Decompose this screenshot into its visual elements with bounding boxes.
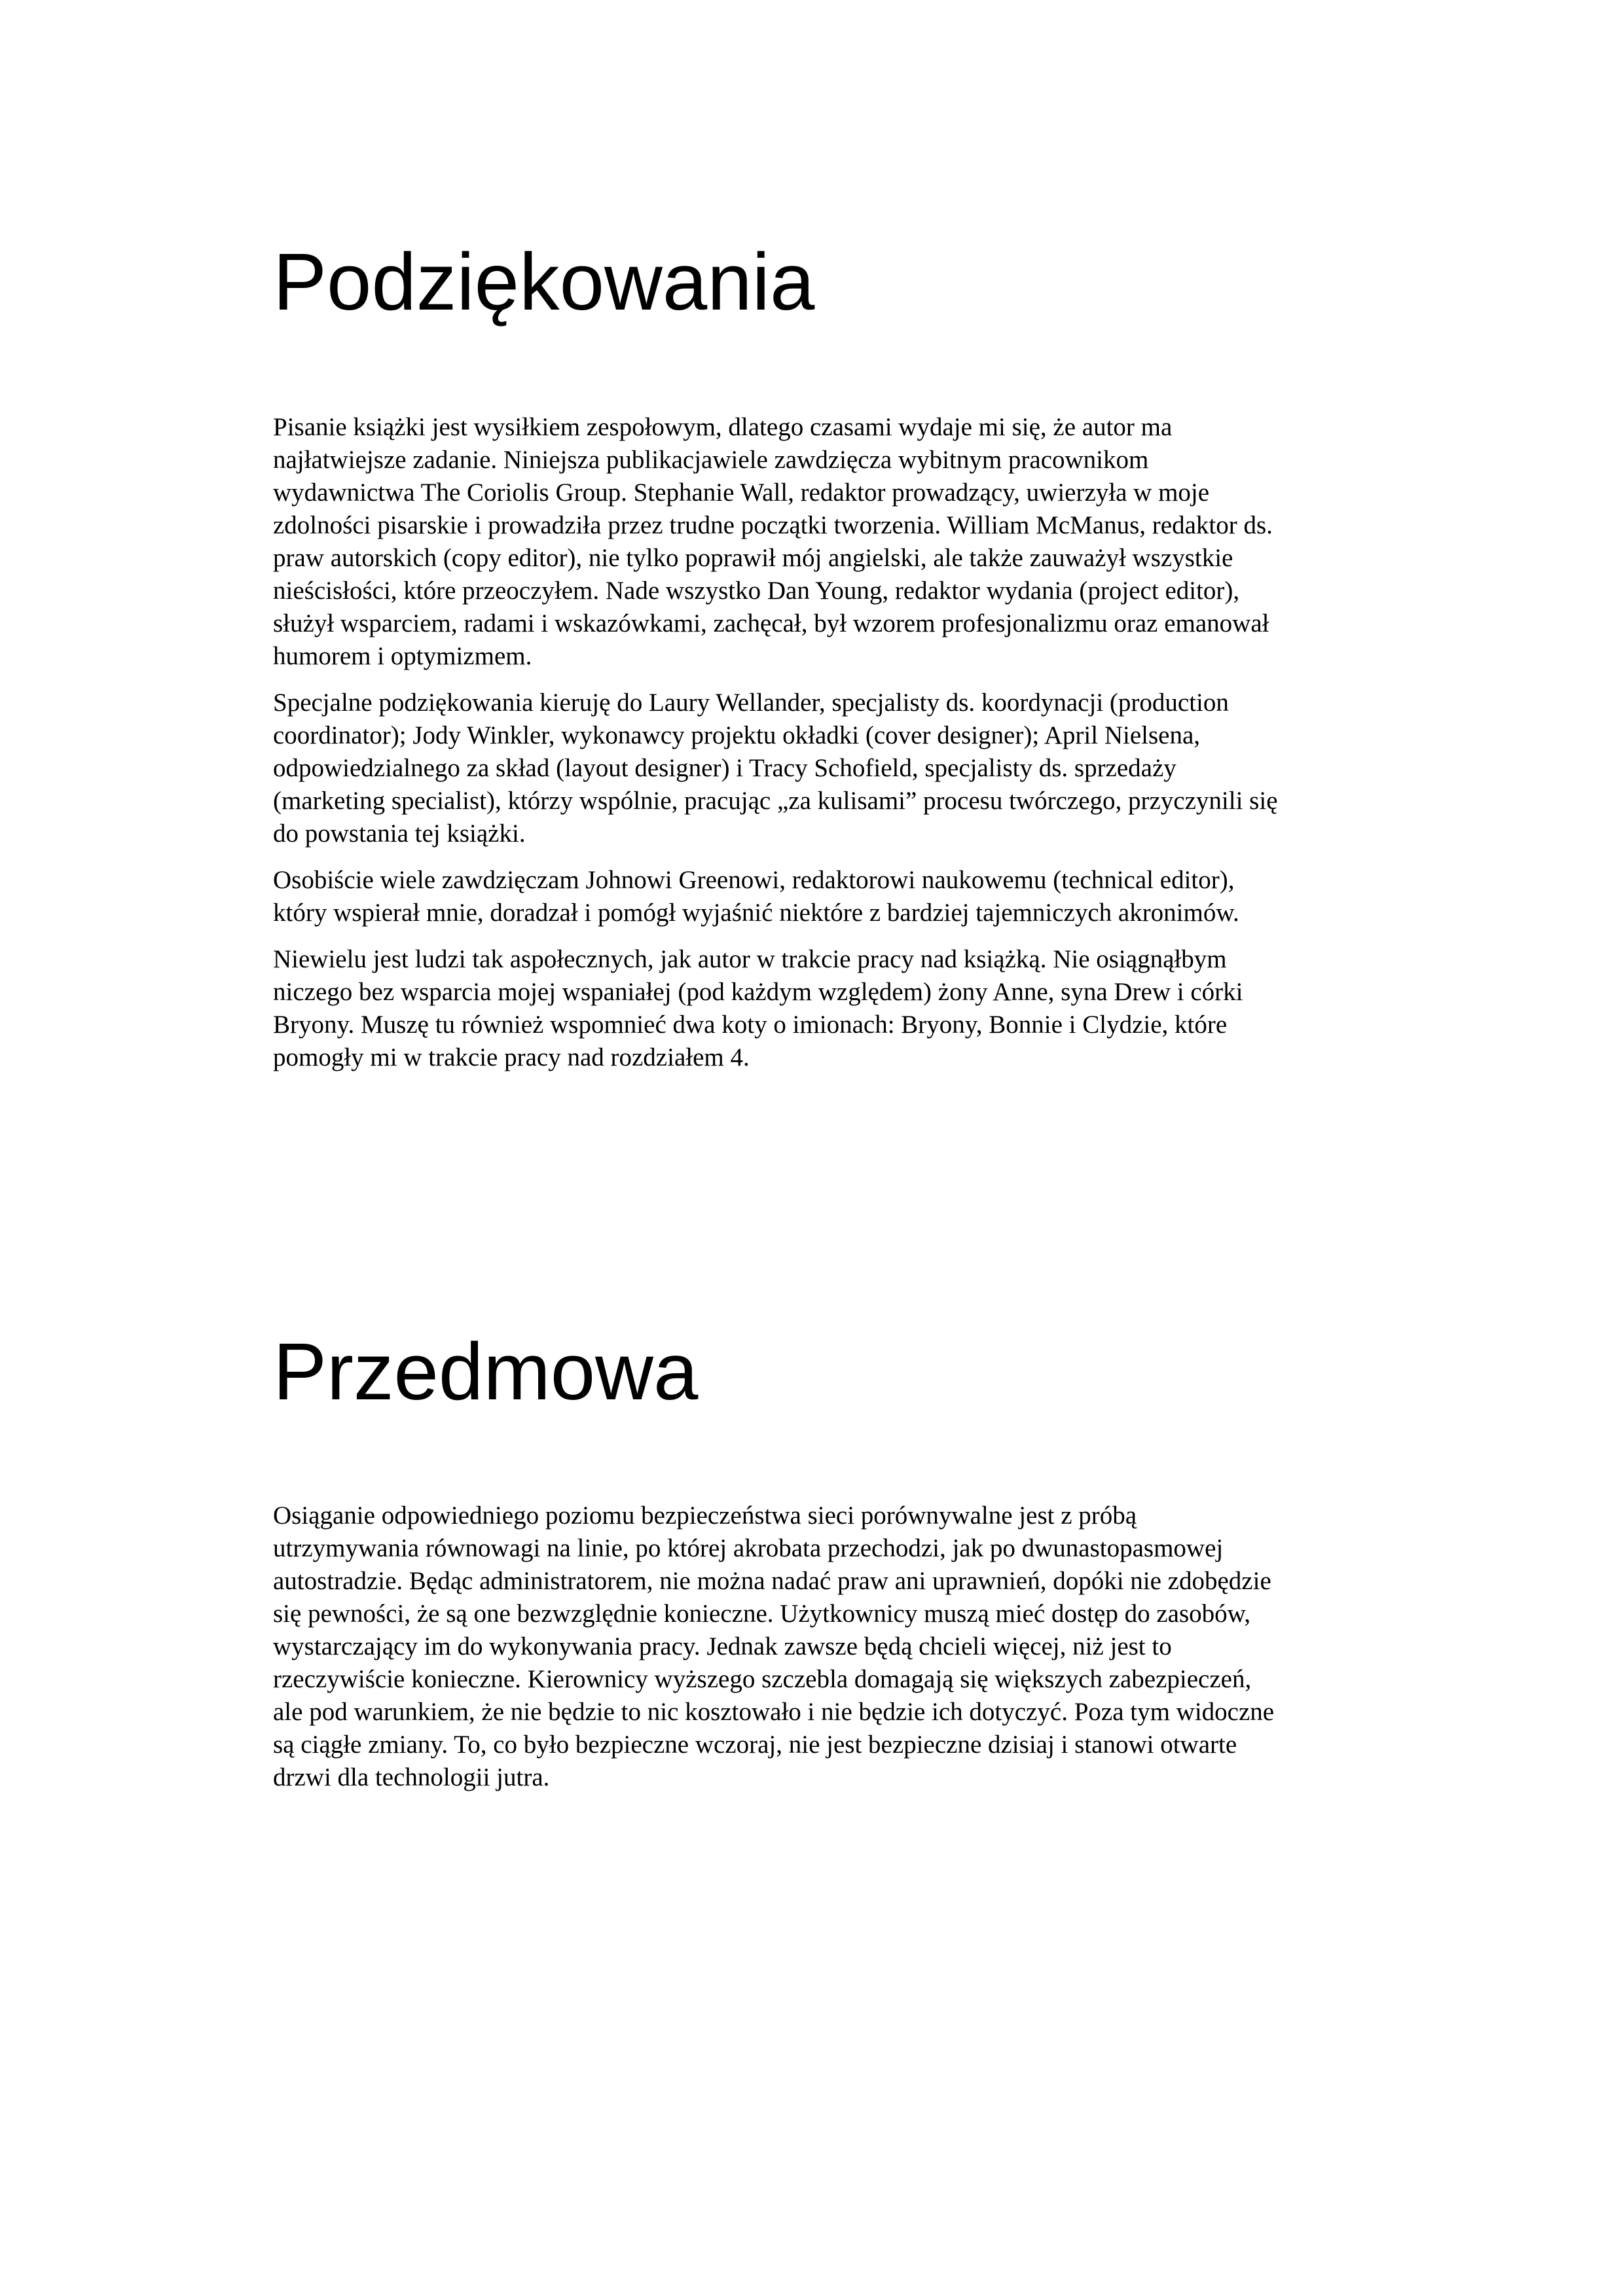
text-line: praw autorskich (copy editor), nie tylko poprawił mój angielski, ale także zauważył wszystkie — [273, 544, 1233, 572]
text-line: się pewności, że są one bezwzględnie konieczne. Użytkownicy muszą mieć dostęp do zasobów, — [273, 1600, 1251, 1628]
text-line: Pisanie książki jest wysiłkiem zespołowym, dlatego czasami wydaje mi się, że autor ma — [273, 413, 1173, 441]
acknowledgements-paragraph-2 — [273, 687, 1373, 850]
text-line: drzwi dla technologii jutra. — [273, 1763, 550, 1791]
text-line: ale pod warunkiem, że nie będzie to nic kosztowało i nie będzie ich dotyczyć. Poza tym widoczne — [273, 1698, 1275, 1726]
text-line: (marketing specialist), którzy wspólnie, pracując „za kulisami” procesu twórczego, przyczynili się — [273, 787, 1278, 815]
text-line: są ciągłe zmiany. To, co było bezpieczne wczoraj, nie jest bezpieczne dzisiaj i stanowi otwarte — [273, 1731, 1237, 1759]
acknowledgements-section — [273, 238, 1373, 1088]
text-line: Osiąganie odpowiedniego poziomu bezpieczeństwa sieci porównywalne jest z próbą — [273, 1501, 1137, 1530]
acknowledgements-title: Podziękowania — [273, 238, 815, 327]
text-line: coordinator); Jody Winkler, wykonawcy projektu okładki (cover designer); April Nielsena, — [273, 721, 1201, 749]
preface-title: Przedmowa — [273, 1327, 699, 1417]
text-line: Osobiście wiele zawdzięczam Johnowi Greenowi, redaktorowi naukowemu (technical editor), — [273, 866, 1235, 894]
text-line: wydawnictwa The Coriolis Group. Stephanie Wall, redaktor prowadzący, uwierzyła w moje — [273, 478, 1210, 507]
acknowledgements-paragraph-3 — [273, 864, 1373, 929]
preface-body — [273, 1499, 1373, 1794]
preface-paragraph-1 — [273, 1499, 1373, 1794]
text-line: nieścisłości, które przeoczyłem. Nade wszystko Dan Young, redaktor wydania (project editor), — [273, 577, 1240, 605]
text-line: pomogły mi w trakcie pracy nad rozdziałem 4. — [273, 1043, 750, 1071]
acknowledgements-paragraph-4 — [273, 943, 1373, 1074]
text-line: rzeczywiście konieczne. Kierownicy wyższego szczebla domagają się większych zabezpieczeń, — [273, 1665, 1252, 1693]
text-line: do powstania tej książki. — [273, 819, 526, 848]
text-line: najłatwiejsze zadanie. Niniejsza publikacjawiele zawdzięcza wybitnym pracownikom — [273, 446, 1149, 474]
text-line: służył wsparciem, radami i wskazówkami, zachęcał, był wzorem profesjonalizmu oraz emanował — [273, 609, 1269, 637]
text-line: Niewielu jest ludzi tak aspołecznych, jak autor w trakcie pracy nad książką. Nie osiągnąłbym — [273, 945, 1227, 973]
acknowledgements-paragraph-1 — [273, 411, 1373, 673]
text-line: humorem i optymizmem. — [273, 642, 532, 670]
text-line: autostradzie. Będąc administratorem, nie można nadać praw ani uprawnień, dopóki nie zdobędzie — [273, 1567, 1271, 1595]
text-line: wystarczający im do wykonywania pracy. Jednak zawsze będą chcieli więcej, niż jest to — [273, 1632, 1172, 1660]
text-line: odpowiedzialnego za skład (layout designer) i Tracy Schofield, specjalisty ds. sprzedaży — [273, 754, 1176, 782]
text-line: który wspierał mnie, doradzał i pomógł wyjaśnić niektóre z bardziej tajemniczych akronimów. — [273, 899, 1239, 927]
text-line: utrzymywania równowagi na linie, po której akrobata przechodzi, jak po dwunastopasmowej — [273, 1534, 1224, 1562]
preface-section — [273, 1327, 1373, 1808]
acknowledgements-body — [273, 411, 1373, 1074]
text-line: zdolności pisarskie i prowadziła przez trudne początki tworzenia. William McManus, redaktor ds. — [273, 511, 1273, 539]
text-line: Bryony. Muszę tu również wspomnieć dwa koty o imionach: Bryony, Bonnie i Clydzie, które — [273, 1011, 1228, 1039]
text-line: Specjalne podziękowania kieruję do Laury Wellander, specjalisty ds. koordynacji (production — [273, 689, 1229, 717]
text-line: niczego bez wsparcia mojej wspaniałej (pod każdym względem) żony Anne, syna Drew i córki — [273, 978, 1243, 1006]
